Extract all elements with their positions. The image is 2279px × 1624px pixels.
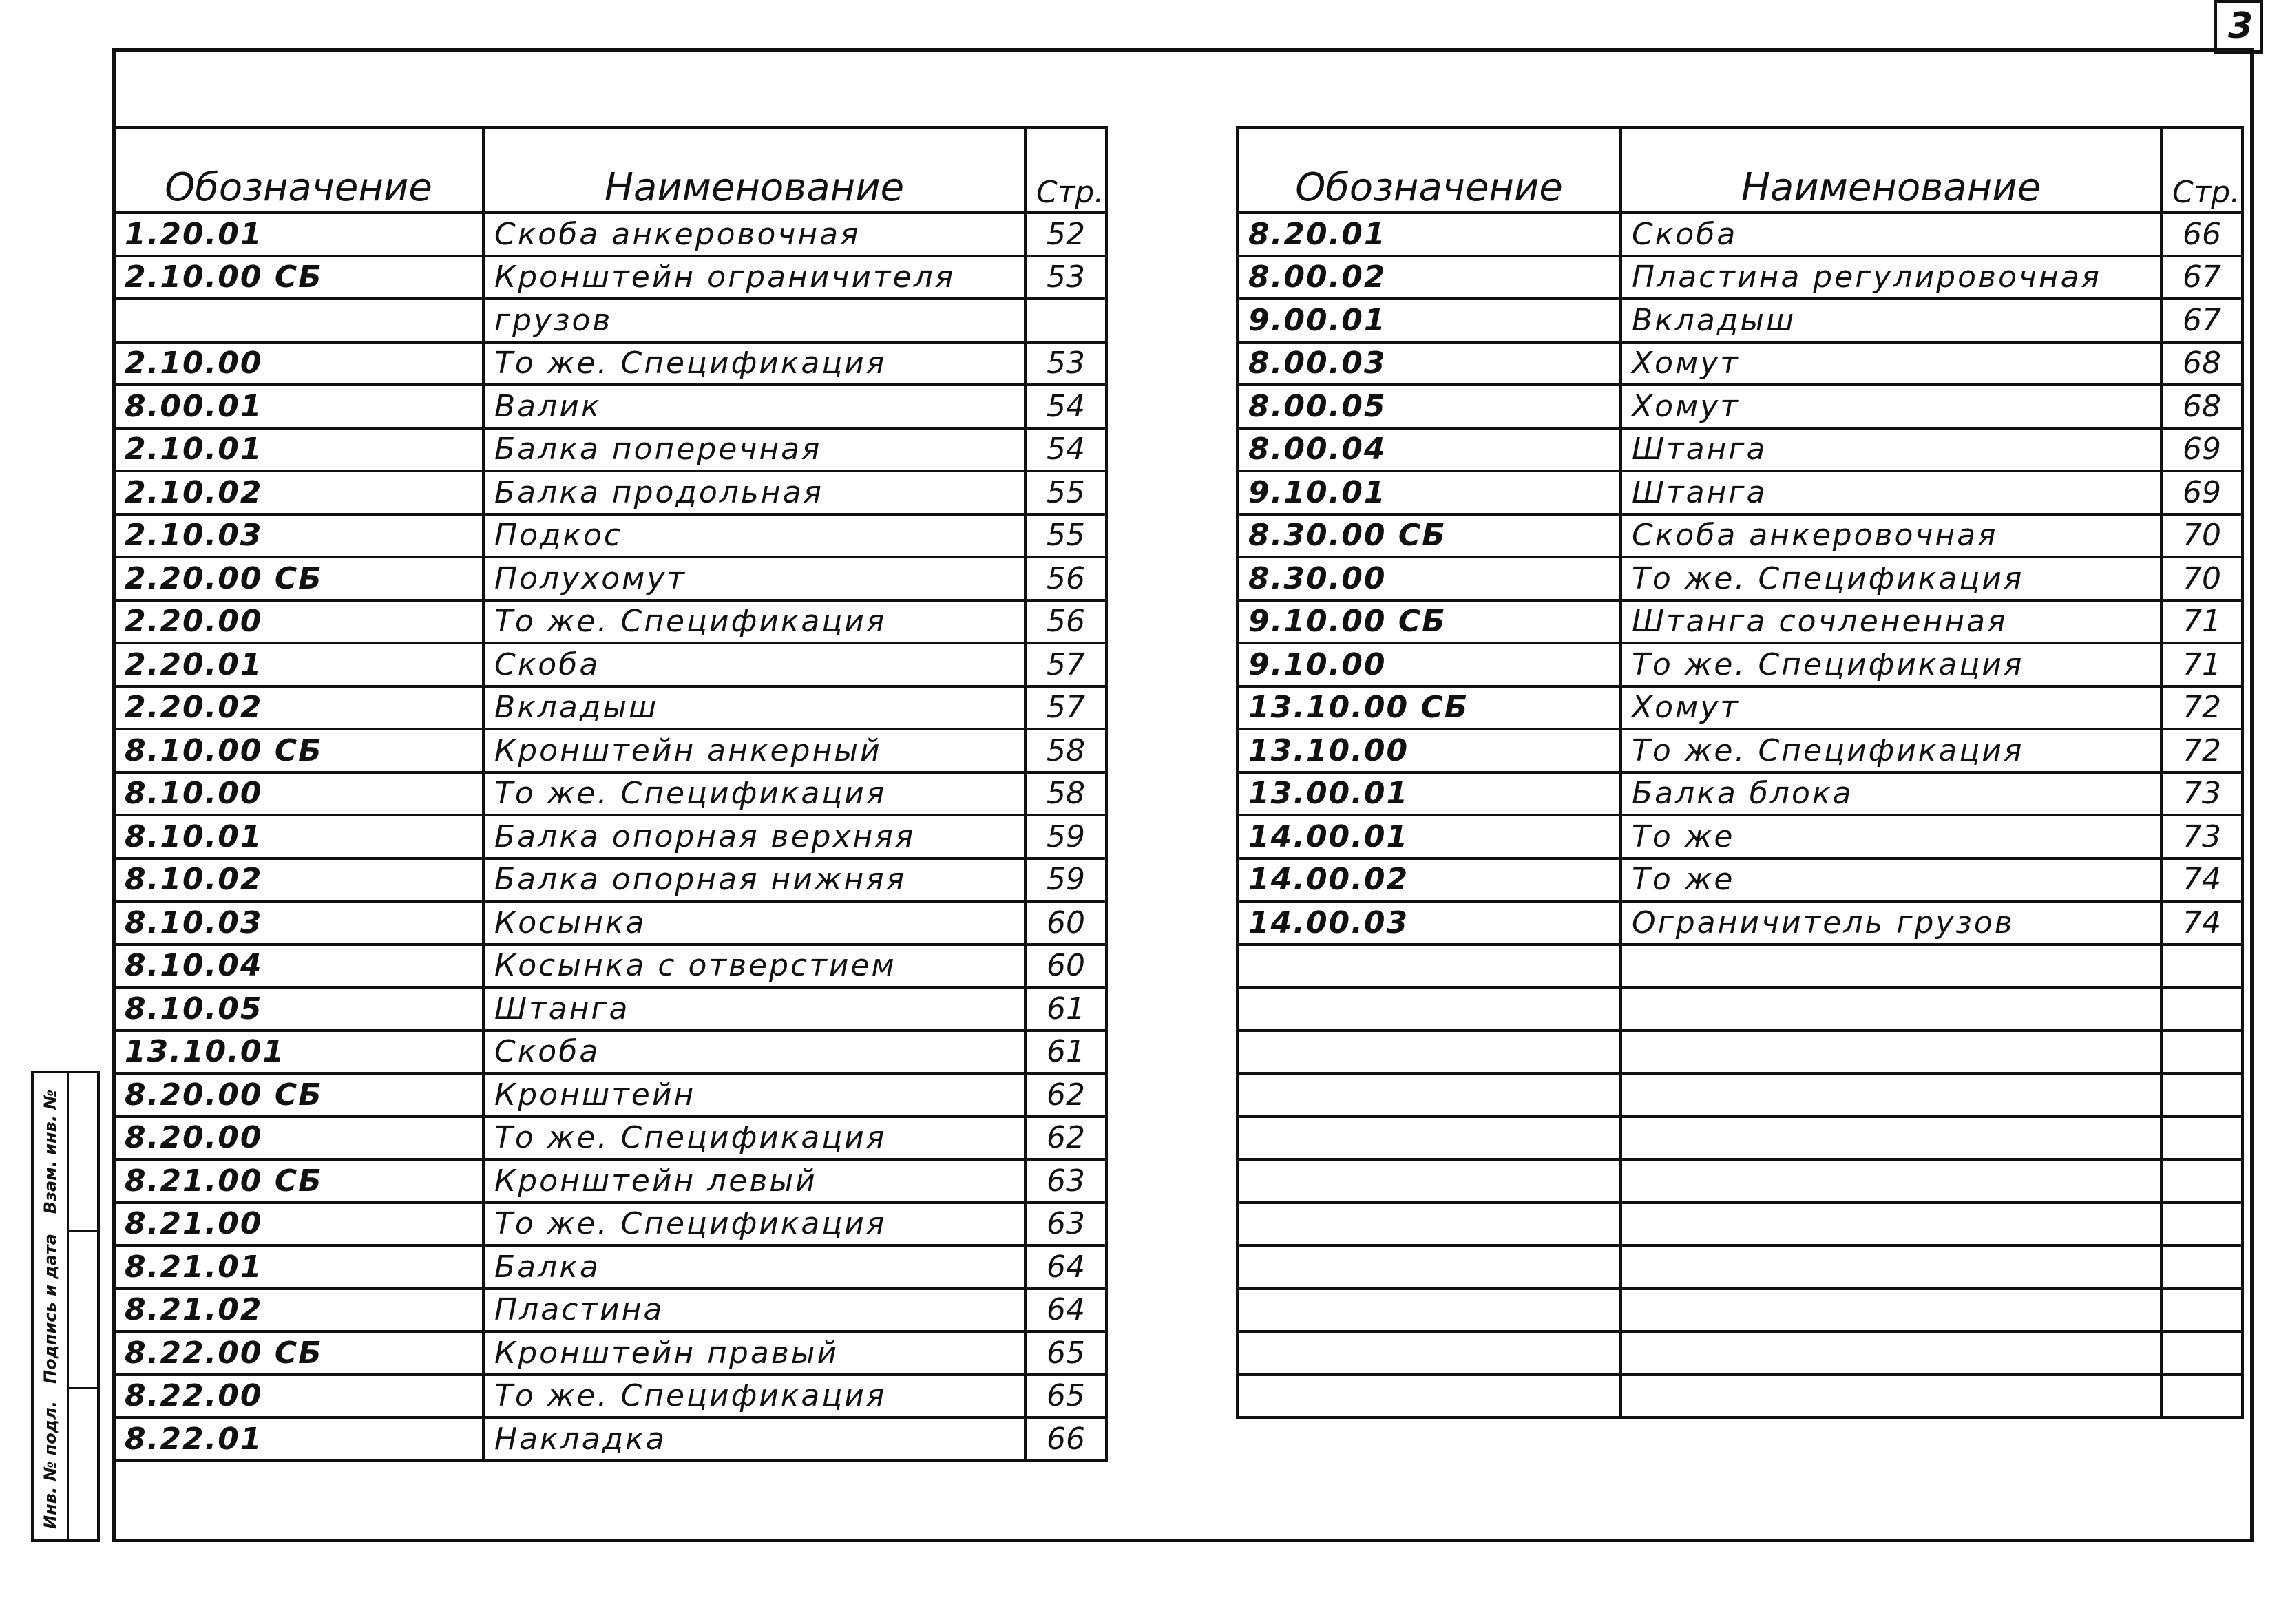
page-cell: 68 xyxy=(2161,385,2243,428)
designation-cell: 2.20.00 xyxy=(114,600,483,644)
table-row xyxy=(1237,256,2243,299)
table-row xyxy=(1237,428,2243,472)
table-row xyxy=(114,557,1106,600)
table-row xyxy=(1237,385,2243,428)
designation-cell xyxy=(1237,1117,1621,1160)
designation-cell: 8.20.00 СБ xyxy=(114,1073,483,1117)
table-row xyxy=(1237,858,2243,902)
designation-cell xyxy=(1237,945,1621,988)
page-cell: 57 xyxy=(1025,686,1106,730)
specification-table-right xyxy=(1236,126,2244,1419)
page-cell: 69 xyxy=(2161,471,2243,514)
table-row xyxy=(114,1073,1106,1117)
page-cell: 74 xyxy=(2161,901,2243,945)
table-row xyxy=(1237,213,2243,256)
designation-cell: 8.21.01 xyxy=(114,1245,483,1289)
name-cell: Пластина регулировочная xyxy=(1621,256,2161,299)
name-cell: Штанга xyxy=(1621,428,2161,472)
name-cell: То же. Спецификация xyxy=(483,1375,1025,1418)
name-cell xyxy=(1621,1031,2161,1074)
name-cell: То же. Спецификация xyxy=(483,1203,1025,1246)
name-cell xyxy=(1621,1375,2161,1418)
table-row xyxy=(1237,987,2243,1031)
table-row xyxy=(1237,945,2243,988)
page-cell: 64 xyxy=(1025,1245,1106,1289)
designation-cell: 8.22.00 СБ xyxy=(114,1331,483,1375)
table-row xyxy=(1237,514,2243,558)
designation-cell xyxy=(1237,1203,1621,1246)
table-row xyxy=(114,729,1106,772)
header-page: Стр. xyxy=(2161,127,2243,213)
table-row xyxy=(1237,342,2243,386)
page-cell: 67 xyxy=(2161,299,2243,342)
page-cell: 60 xyxy=(1025,901,1106,945)
designation-cell xyxy=(1237,1245,1621,1289)
name-cell: Хомут xyxy=(1621,686,2161,730)
page-cell: 56 xyxy=(1025,600,1106,644)
page-cell: 66 xyxy=(1025,1417,1106,1461)
name-cell: Хомут xyxy=(1621,385,2161,428)
table-row xyxy=(114,1031,1106,1074)
designation-cell: 8.00.04 xyxy=(1237,428,1621,472)
page-cell xyxy=(2161,987,2243,1031)
designation-cell xyxy=(1237,1331,1621,1375)
name-cell: Штанга xyxy=(483,987,1025,1031)
page-cell: 57 xyxy=(1025,643,1106,686)
name-cell xyxy=(1621,1073,2161,1117)
name-cell: Вкладыш xyxy=(483,686,1025,730)
table-row xyxy=(1237,686,2243,730)
designation-cell: 8.21.02 xyxy=(114,1289,483,1332)
page-cell: 73 xyxy=(2161,815,2243,858)
designation-cell: 2.10.01 xyxy=(114,428,483,472)
page-cell xyxy=(2161,1159,2243,1203)
name-cell: То же xyxy=(1621,815,2161,858)
page-cell: 62 xyxy=(1025,1073,1106,1117)
designation-cell: 13.10.00 СБ xyxy=(1237,686,1621,730)
designation-cell: 2.20.00 СБ xyxy=(114,557,483,600)
page-cell: 54 xyxy=(1025,385,1106,428)
name-cell xyxy=(1621,945,2161,988)
page-cell: 53 xyxy=(1025,342,1106,386)
designation-cell: 9.10.01 xyxy=(1237,471,1621,514)
table-row xyxy=(1237,643,2243,686)
designation-cell: 8.10.00 xyxy=(114,772,483,816)
table-header-row xyxy=(1237,127,2243,213)
page-cell: 66 xyxy=(2161,213,2243,256)
page-cell xyxy=(2161,1073,2243,1117)
page-cell: 71 xyxy=(2161,643,2243,686)
designation-cell xyxy=(1237,1073,1621,1117)
designation-cell: 8.10.05 xyxy=(114,987,483,1031)
page-cell xyxy=(2161,1331,2243,1375)
table-row xyxy=(1237,815,2243,858)
page-cell: 56 xyxy=(1025,557,1106,600)
name-cell xyxy=(1621,1245,2161,1289)
name-cell: Скоба xyxy=(1621,213,2161,256)
designation-cell xyxy=(1237,1159,1621,1203)
page-cell xyxy=(2161,1203,2243,1246)
table-row xyxy=(114,643,1106,686)
name-cell: Пластина xyxy=(483,1289,1025,1332)
page-cell: 60 xyxy=(1025,945,1106,988)
header-name: Наименование xyxy=(1621,127,2161,213)
designation-cell: 1.20.01 xyxy=(114,213,483,256)
page-cell: 72 xyxy=(2161,729,2243,772)
name-cell: То же. Спецификация xyxy=(1621,729,2161,772)
page-cell: 64 xyxy=(1025,1289,1106,1332)
name-cell: Валик xyxy=(483,385,1025,428)
designation-cell: 2.20.01 xyxy=(114,643,483,686)
designation-cell: 13.00.01 xyxy=(1237,772,1621,816)
designation-cell: 14.00.01 xyxy=(1237,815,1621,858)
table-row xyxy=(1237,299,2243,342)
name-cell: Балка xyxy=(483,1245,1025,1289)
designation-cell: 9.10.00 xyxy=(1237,643,1621,686)
page-cell: 73 xyxy=(2161,772,2243,816)
table-row xyxy=(114,514,1106,558)
page-cell xyxy=(2161,1031,2243,1074)
table-row xyxy=(1237,1073,2243,1117)
designation-cell xyxy=(114,299,483,342)
page-cell: 71 xyxy=(2161,600,2243,644)
table-row xyxy=(114,1159,1106,1203)
name-cell: Скоба xyxy=(483,1031,1025,1074)
designation-cell xyxy=(1237,987,1621,1031)
name-cell: Накладка xyxy=(483,1417,1025,1461)
name-cell: Скоба анкеровочная xyxy=(1621,514,2161,558)
name-cell: Вкладыш xyxy=(1621,299,2161,342)
table-row xyxy=(114,815,1106,858)
table-row xyxy=(1237,557,2243,600)
table-row xyxy=(114,256,1106,299)
page-cell: 63 xyxy=(1025,1203,1106,1246)
name-cell: Скоба анкеровочная xyxy=(483,213,1025,256)
table-row xyxy=(114,1245,1106,1289)
table-row xyxy=(114,1117,1106,1160)
table-row xyxy=(1237,1031,2243,1074)
designation-cell: 13.10.00 xyxy=(1237,729,1621,772)
name-cell: грузов xyxy=(483,299,1025,342)
table-row xyxy=(114,385,1106,428)
page-cell: 68 xyxy=(2161,342,2243,386)
table-row xyxy=(114,1375,1106,1418)
page-cell: 52 xyxy=(1025,213,1106,256)
page-cell: 67 xyxy=(2161,256,2243,299)
name-cell: Кронштейн левый xyxy=(483,1159,1025,1203)
page-cell xyxy=(1025,299,1106,342)
header-name: Наименование xyxy=(483,127,1025,213)
designation-cell: 8.22.01 xyxy=(114,1417,483,1461)
designation-cell: 13.10.01 xyxy=(114,1031,483,1074)
designation-cell: 8.21.00 xyxy=(114,1203,483,1246)
name-cell: То же. Спецификация xyxy=(1621,557,2161,600)
table-row xyxy=(1237,1203,2243,1246)
stamp-label-inv: Инв. № подл. xyxy=(41,1400,60,1529)
table-row xyxy=(1237,772,2243,816)
page-cell xyxy=(2161,1245,2243,1289)
designation-cell: 8.22.00 xyxy=(114,1375,483,1418)
name-cell: Косынка с отверстием xyxy=(483,945,1025,988)
designation-cell: 8.10.01 xyxy=(114,815,483,858)
name-cell: Штанга сочлененная xyxy=(1621,600,2161,644)
designation-cell: 2.20.02 xyxy=(114,686,483,730)
designation-cell: 14.00.03 xyxy=(1237,901,1621,945)
designation-cell: 2.10.02 xyxy=(114,471,483,514)
page-cell: 63 xyxy=(1025,1159,1106,1203)
page-cell xyxy=(2161,1117,2243,1160)
page-cell xyxy=(2161,945,2243,988)
name-cell xyxy=(1621,1117,2161,1160)
page-cell: 70 xyxy=(2161,514,2243,558)
name-cell: Хомут xyxy=(1621,342,2161,386)
name-cell xyxy=(1621,987,2161,1031)
table-row xyxy=(114,901,1106,945)
name-cell: Скоба xyxy=(483,643,1025,686)
page-cell: 65 xyxy=(1025,1375,1106,1418)
table-row xyxy=(1237,1117,2243,1160)
designation-cell: 8.00.05 xyxy=(1237,385,1621,428)
page-cell xyxy=(2161,1375,2243,1418)
page-cell: 58 xyxy=(1025,729,1106,772)
name-cell: Балка опорная нижняя xyxy=(483,858,1025,902)
designation-cell: 8.00.02 xyxy=(1237,256,1621,299)
header-designation: Обозначение xyxy=(1237,127,1621,213)
table-row xyxy=(114,987,1106,1031)
name-cell: То же. Спецификация xyxy=(483,600,1025,644)
designation-cell: 8.30.00 СБ xyxy=(1237,514,1621,558)
table-row xyxy=(1237,1159,2243,1203)
table-row xyxy=(114,1331,1106,1375)
table-row xyxy=(114,945,1106,988)
name-cell: То же. Спецификация xyxy=(483,772,1025,816)
name-cell xyxy=(1621,1159,2161,1203)
name-cell: Балка продольная xyxy=(483,471,1025,514)
page-cell: 54 xyxy=(1025,428,1106,472)
header-designation: Обозначение xyxy=(114,127,483,213)
designation-cell: 8.10.03 xyxy=(114,901,483,945)
designation-cell: 14.00.02 xyxy=(1237,858,1621,902)
table-row xyxy=(114,772,1106,816)
side-stamp xyxy=(31,1071,100,1542)
table-row xyxy=(114,1203,1106,1246)
table-row xyxy=(1237,1245,2243,1289)
designation-cell: 9.10.00 СБ xyxy=(1237,600,1621,644)
name-cell: Ограничитель грузов xyxy=(1621,901,2161,945)
table-row xyxy=(1237,901,2243,945)
designation-cell: 8.21.00 СБ xyxy=(114,1159,483,1203)
name-cell xyxy=(1621,1203,2161,1246)
page-cell xyxy=(2161,1289,2243,1332)
name-cell: Подкос xyxy=(483,514,1025,558)
name-cell: Косынка xyxy=(483,901,1025,945)
stamp-label-replace: Взам. инв. № xyxy=(41,1089,60,1214)
designation-cell: 8.10.00 СБ xyxy=(114,729,483,772)
name-cell xyxy=(1621,1289,2161,1332)
name-cell: Кронштейн анкерный xyxy=(483,729,1025,772)
page-cell: 70 xyxy=(2161,557,2243,600)
designation-cell xyxy=(1237,1031,1621,1074)
name-cell: Кронштейн ограничителя xyxy=(483,256,1025,299)
name-cell xyxy=(1621,1331,2161,1375)
name-cell: Балка поперечная xyxy=(483,428,1025,472)
designation-cell: 2.10.00 xyxy=(114,342,483,386)
designation-cell xyxy=(1237,1375,1621,1418)
table-row xyxy=(114,471,1106,514)
page-number: 3 xyxy=(2228,6,2254,47)
page-cell: 53 xyxy=(1025,256,1106,299)
header-page: Стр. xyxy=(1025,127,1106,213)
name-cell: Балка блока xyxy=(1621,772,2161,816)
designation-cell: 8.00.01 xyxy=(114,385,483,428)
table-row xyxy=(1237,1331,2243,1375)
name-cell: Кронштейн правый xyxy=(483,1331,1025,1375)
name-cell: То же. Спецификация xyxy=(483,342,1025,386)
page-cell: 61 xyxy=(1025,987,1106,1031)
designation-cell: 8.20.01 xyxy=(1237,213,1621,256)
page-cell: 58 xyxy=(1025,772,1106,816)
page-cell: 74 xyxy=(2161,858,2243,902)
table-row xyxy=(1237,471,2243,514)
specification-table-left xyxy=(112,126,1108,1462)
table-row xyxy=(114,213,1106,256)
table-row xyxy=(1237,729,2243,772)
name-cell: То же. Спецификация xyxy=(1621,643,2161,686)
table-row xyxy=(1237,1375,2243,1418)
name-cell: То же. Спецификация xyxy=(483,1117,1025,1160)
designation-cell: 8.30.00 xyxy=(1237,557,1621,600)
table-row xyxy=(114,1417,1106,1461)
name-cell: Балка опорная верхняя xyxy=(483,815,1025,858)
table-row xyxy=(114,858,1106,902)
designation-cell: 8.00.03 xyxy=(1237,342,1621,386)
table-header-row xyxy=(114,127,1106,213)
designation-cell: 2.10.03 xyxy=(114,514,483,558)
page-cell: 59 xyxy=(1025,858,1106,902)
page-cell: 55 xyxy=(1025,514,1106,558)
name-cell: Кронштейн xyxy=(483,1073,1025,1117)
name-cell: Полухомут xyxy=(483,557,1025,600)
designation-cell: 2.10.00 СБ xyxy=(114,256,483,299)
table-row xyxy=(114,342,1106,386)
page-cell: 69 xyxy=(2161,428,2243,472)
page-cell: 65 xyxy=(1025,1331,1106,1375)
page-cell: 59 xyxy=(1025,815,1106,858)
stamp-label-signature: Подпись и дата xyxy=(41,1234,60,1384)
table-row xyxy=(1237,1289,2243,1332)
table-row xyxy=(114,428,1106,472)
page-cell: 62 xyxy=(1025,1117,1106,1160)
designation-cell: 8.10.02 xyxy=(114,858,483,902)
table-row xyxy=(114,299,1106,342)
table-row xyxy=(1237,600,2243,644)
table-row xyxy=(114,600,1106,644)
page-cell: 72 xyxy=(2161,686,2243,730)
designation-cell: 8.20.00 xyxy=(114,1117,483,1160)
designation-cell: 9.00.01 xyxy=(1237,299,1621,342)
name-cell: То же xyxy=(1621,858,2161,902)
name-cell: Штанга xyxy=(1621,471,2161,514)
designation-cell: 8.10.04 xyxy=(114,945,483,988)
designation-cell xyxy=(1237,1289,1621,1332)
page-cell: 55 xyxy=(1025,471,1106,514)
page-cell: 61 xyxy=(1025,1031,1106,1074)
table-row xyxy=(114,1289,1106,1332)
table-row xyxy=(114,686,1106,730)
